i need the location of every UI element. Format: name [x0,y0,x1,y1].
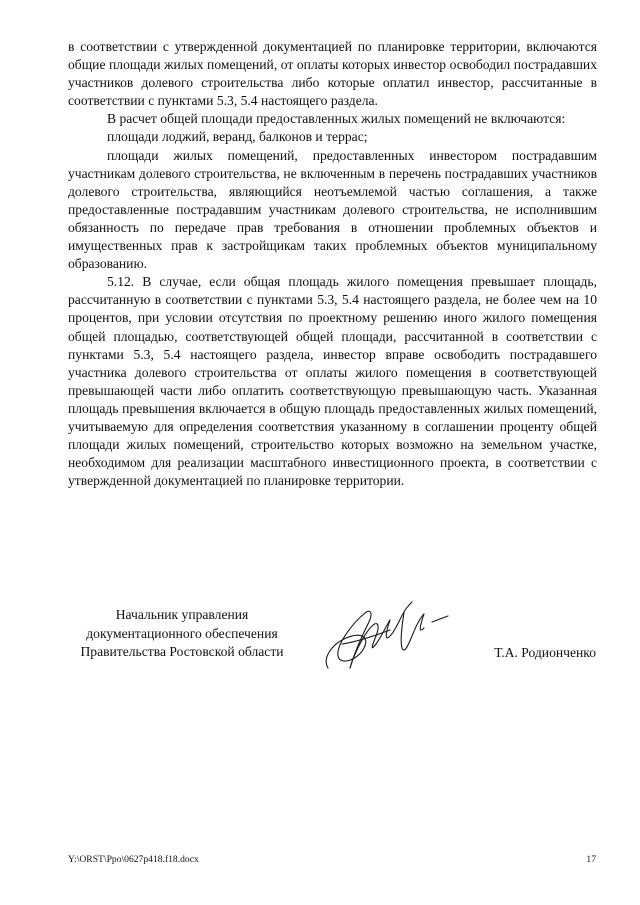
signatory-title-line-3: Правительства Ростовской области [80,644,284,660]
signatory-title-line-2: документационного обеспечения [86,625,278,641]
signatory-title [68,606,296,662]
footer-page-number: 17 [586,854,596,865]
paragraph-5-12: 5.12. В случае, если общая площадь жилого помещения превышает площадь, рассчитанную в соответствии с пунктами 5.3, 5.4 настоящего раздела, не более чем на 10 процентов, при условии отсутствия по проектному решению иного жилого помещения общей площадью, соответствующей общей площади, рассчитанной в соответствии с пунктами 5.3, 5.4 настоящего раздела, инвестор вправе освободить пострадавшего участника долевого строительства от оплаты жилого помещения в соответствующей превышающей части либо оплатить соответствующую превышающую часть. Указанная площадь превышения включается в общую площадь предоставленных жилых помещений, учитываемую для определения соответствия указанному в соглашении проценту общей площади жилых помещений, строительство которых возможно на земельном участке, необходимом для реализации масштабного инвестиционного проекта, в соответствии с утвержденной документацией по планировке территории. [68,274,597,489]
paragraph-unlisted-participants: площади жилых помещений, предоставленных инвестором пострадавшим участникам долевого строительства, не включенным в перечень пострадавших участников долевого строительства, являющийся неотъемлемой частью соглашения, а также предоставленные пострадавшим участникам долевого строительства, не исполнившим обязанность по передаче прав требования в отношении проблемных объектов и имущественных прав к застройщикам таких проблемных объектов муниципальному образованию. [68,147,597,272]
paragraph-continuation: в соответствии с утвержденной документацией по планировке территории, включаются общие площади жилых помещений, от оплаты которых инвестор освободил пострадавших участников долевого строительства либо которые оплатил инвестор, рассчитанные в соответствии с пунктами 5.3, 5.4 настоящего раздела. [68,39,597,109]
signatory-title-line-1: Начальник управления [115,607,249,622]
paragraph-loggias: площади лоджий, веранд, балконов и террас; [107,129,368,145]
body-text [68,38,597,490]
signatory-name: Т.А. Родионченко [494,645,596,660]
handwritten-signature [320,596,460,680]
footer-file-path: Y:\ORST\Ppo\0627p418.f18.docx [68,854,199,865]
paragraph-exclusions-intro: В расчет общей площади предоставленных жилых помещений не включаются: [107,111,566,127]
signature-block [0,606,640,686]
